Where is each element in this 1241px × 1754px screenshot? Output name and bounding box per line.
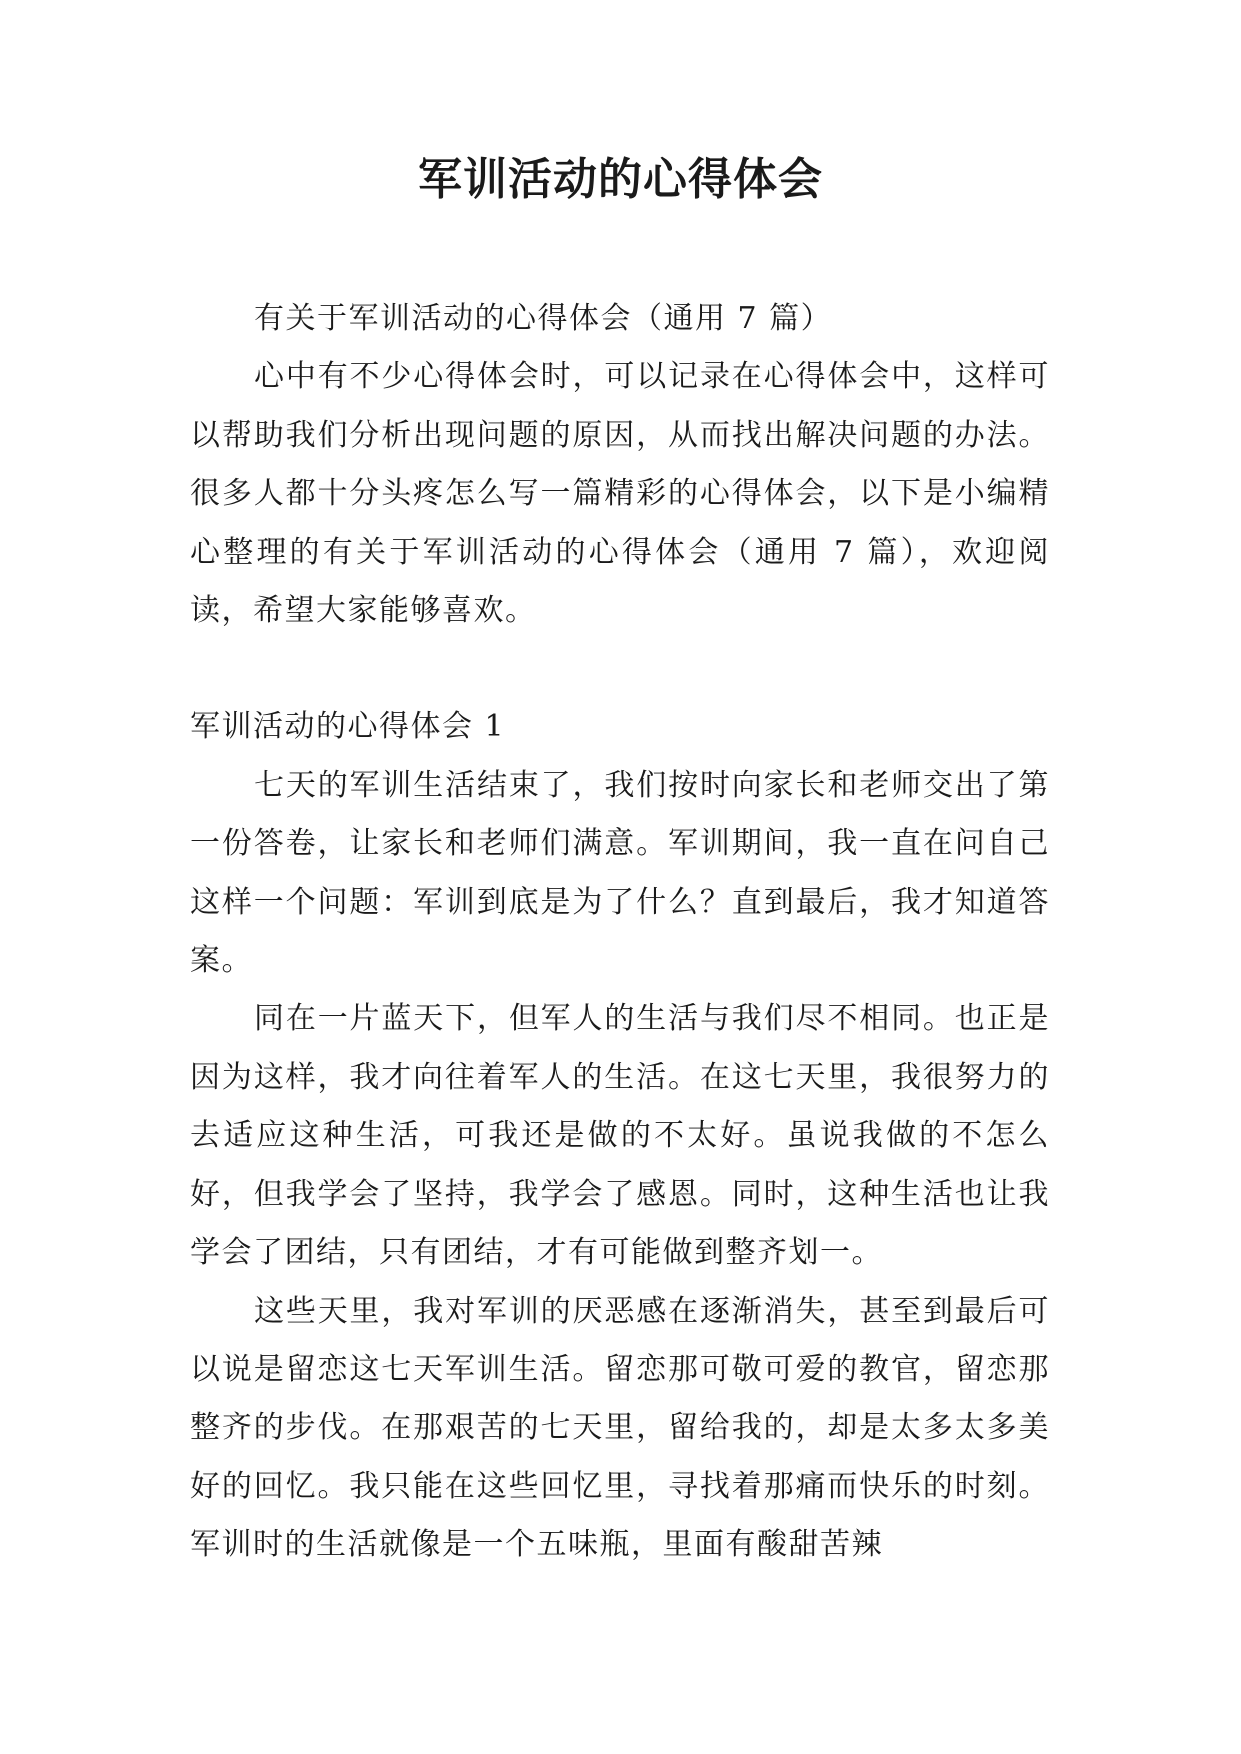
- section-heading: 军训活动的心得体会 1: [190, 709, 506, 745]
- section-spacer: [190, 640, 1050, 698]
- document-body: [190, 290, 1050, 1575]
- section-paragraph: 同在一片蓝天下，但军人的生活与我们尽不相同。也正是因为这样，我才向往着军人的生活。在这七天里，我很努力的去适应这种生活，可我还是做的不太好。虽说我做的不怎么好，但我学会了坚持，我学会了感恩。同时，这种生活也让我学会了团结，只有团结，才有可能做到整齐划一。: [190, 1001, 1050, 1271]
- section-paragraph: 这些天里，我对军训的厌恶感在逐渐消失，甚至到最后可以说是留恋这七天军训生活。留恋那可敬可爱的教官，留恋那整齐的步伐。在那艰苦的七天里，留给我的，却是太多太多美好的回忆。我只能在这些回忆里，寻找着那痛而快乐的时刻。军训时的生活就像是一个五味瓶，里面有酸甜苦辣: [190, 1293, 1050, 1563]
- intro-subtitle: 有关于军训活动的心得体会（通用 7 篇）: [254, 301, 833, 336]
- section-paragraph: 七天的军训生活结束了，我们按时向家长和老师交出了第一份答卷，让家长和老师们满意。军训期间，我一直在问自己这样一个问题：军训到底是为了什么？直到最后，我才知道答案。: [190, 767, 1050, 979]
- document-title: 军训活动的心得体会: [418, 154, 823, 205]
- intro-paragraph: 心中有不少心得体会时，可以记录在心得体会中，这样可以帮助我们分析出现问题的原因，从而找出解决问题的办法。很多人都十分头疼怎么写一篇精彩的心得体会，以下是小编精心整理的有关于军训活动的心得体会（通用 7 篇），欢迎阅读，希望大家能够喜欢。: [190, 359, 1050, 629]
